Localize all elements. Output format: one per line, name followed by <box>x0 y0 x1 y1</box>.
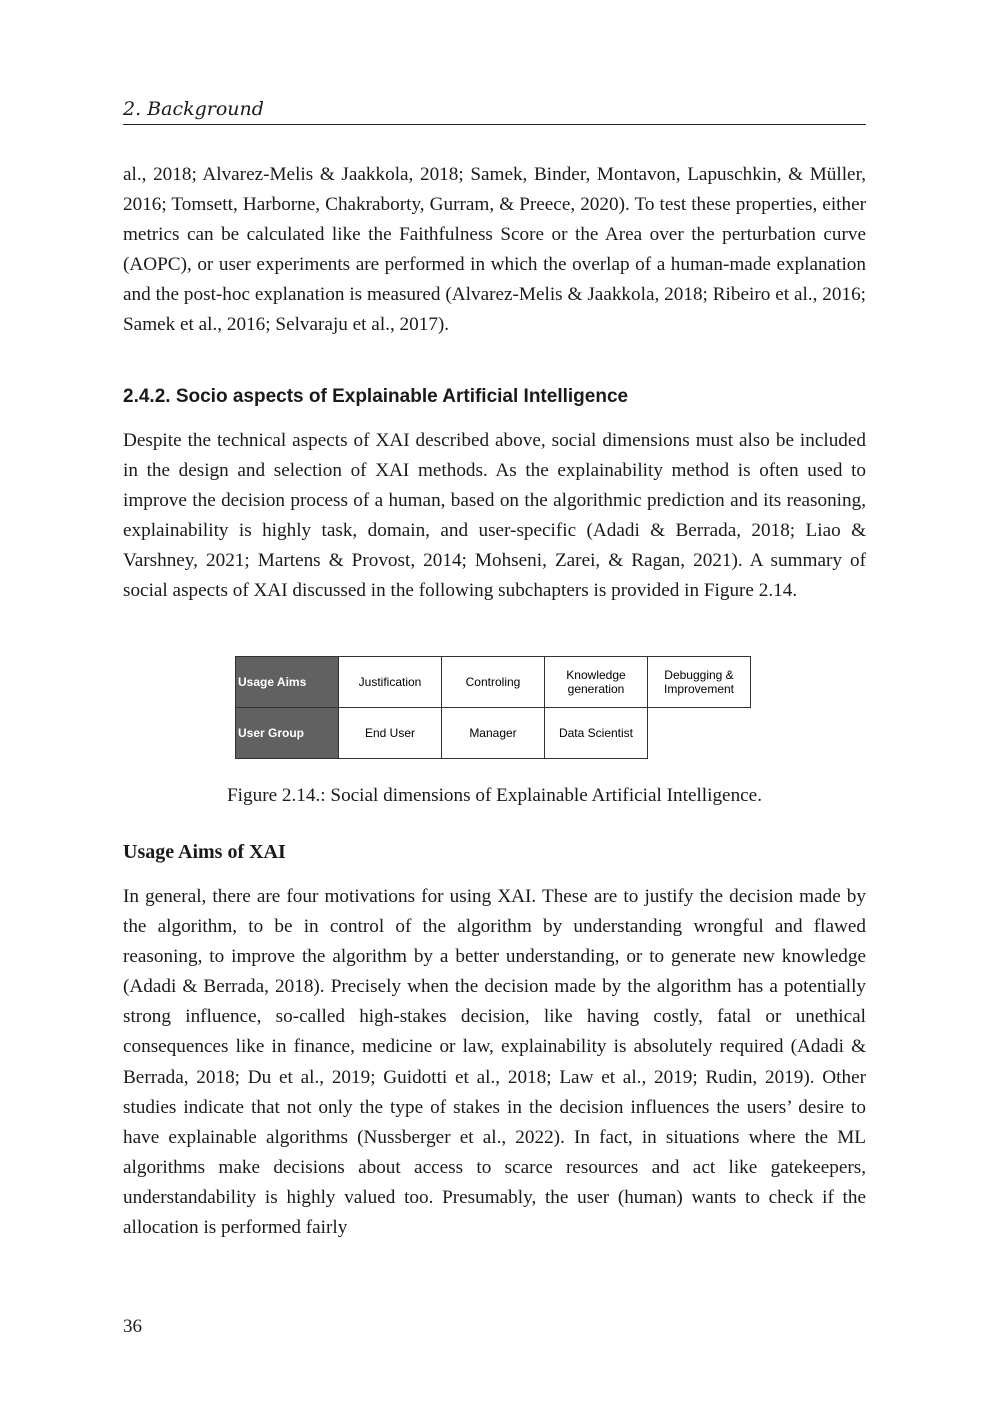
social-dimensions-figure <box>235 656 751 759</box>
figure-row-user-group <box>236 708 751 759</box>
row-header-user-group: User Group <box>236 708 339 759</box>
paragraph-technical-properties: al., 2018; Alvarez-Melis & Jaakkola, 2018; Samek, Binder, Montavon, Lapuschkin, & Müller, 2016; Tomsett, Harborne, Chakraborty, Gurram, & Preece, 2020). To test these properties, either metrics can be calculated like the Faithfulness Score or the Area over the perturbation curve (AOPC), or user experiments are performed in which the overlap of a human-made explanation and the post-hoc explanation is measured (Alvarez-Melis & Jaakkola, 2018; Ribeiro et al., 2016; Samek et al., 2016; Selvaraju et al., 2017). <box>123 164 866 336</box>
cell-manager: Manager <box>442 708 545 759</box>
cell-knowledge-generation: Knowledge generation <box>545 657 648 708</box>
paragraph-usage-aims: In general, there are four motivations for using XAI. These are to justify the decision made by the algorithm, to be in control of the algorithm by understanding wrongful and flawed reasoning, to improve the algorithm by a better understanding, or to generate new knowledge (Adadi & Berrada, 2018). Precisely when the decision made by the algorithm has a potentially strong influence, so-called high-stakes decision, like having costly, fatal or unethical consequences like in finance, medicine or law, explainability is absolutely required (Adadi & Berrada, 2018; Du et al., 2019; Guidotti et al., 2018; Law et al., 2019; Rudin, 2019). Other studies indicate that not only the type of stakes in the decision influences the users’ desire to have explainable algorithms (Nussberger et al., 2022). In fact, in situations where the ML algorithms make decisions about access to scarce resources and act like gatekeepers, understandability is highly valued too. Presumably, the user (human) wants to check if the allocation is performed fairly <box>123 886 866 1239</box>
subsection-heading: Usage Aims of XAI <box>123 841 286 863</box>
figure-row-usage-aims <box>236 657 751 708</box>
figure-caption: Figure 2.14.: Social dimensions of Explainable Artificial Intelligence. <box>227 785 762 806</box>
cell-end-user: End User <box>339 708 442 759</box>
running-head: 2. Background <box>123 96 866 125</box>
page-number: 36 <box>123 1316 142 1337</box>
cell-controling: Controling <box>442 657 545 708</box>
empty-cell <box>648 708 751 759</box>
cell-justification: Justification <box>339 657 442 708</box>
paragraph-socio-aspects: Despite the technical aspects of XAI described above, social dimensions must also be included in the design and selection of XAI methods. As the explainability method is often used to improve the decision process of a human, based on the algorithmic prediction and its reasoning, explainability is highly task, domain, and user-specific (Adadi & Berrada, 2018; Liao & Varshney, 2021; Martens & Provost, 2014; Mohseni, Zarei, & Ragan, 2021). A summary of social aspects of XAI discussed in the following subchapters is provided in Figure 2.14. <box>123 430 866 602</box>
row-header-usage-aims: Usage Aims <box>236 657 339 708</box>
cell-debugging-improvement: Debugging & Improvement <box>648 657 751 708</box>
section-heading: 2.4.2. Socio aspects of Explainable Artificial Intelligence <box>123 386 629 407</box>
cell-data-scientist: Data Scientist <box>545 708 648 759</box>
